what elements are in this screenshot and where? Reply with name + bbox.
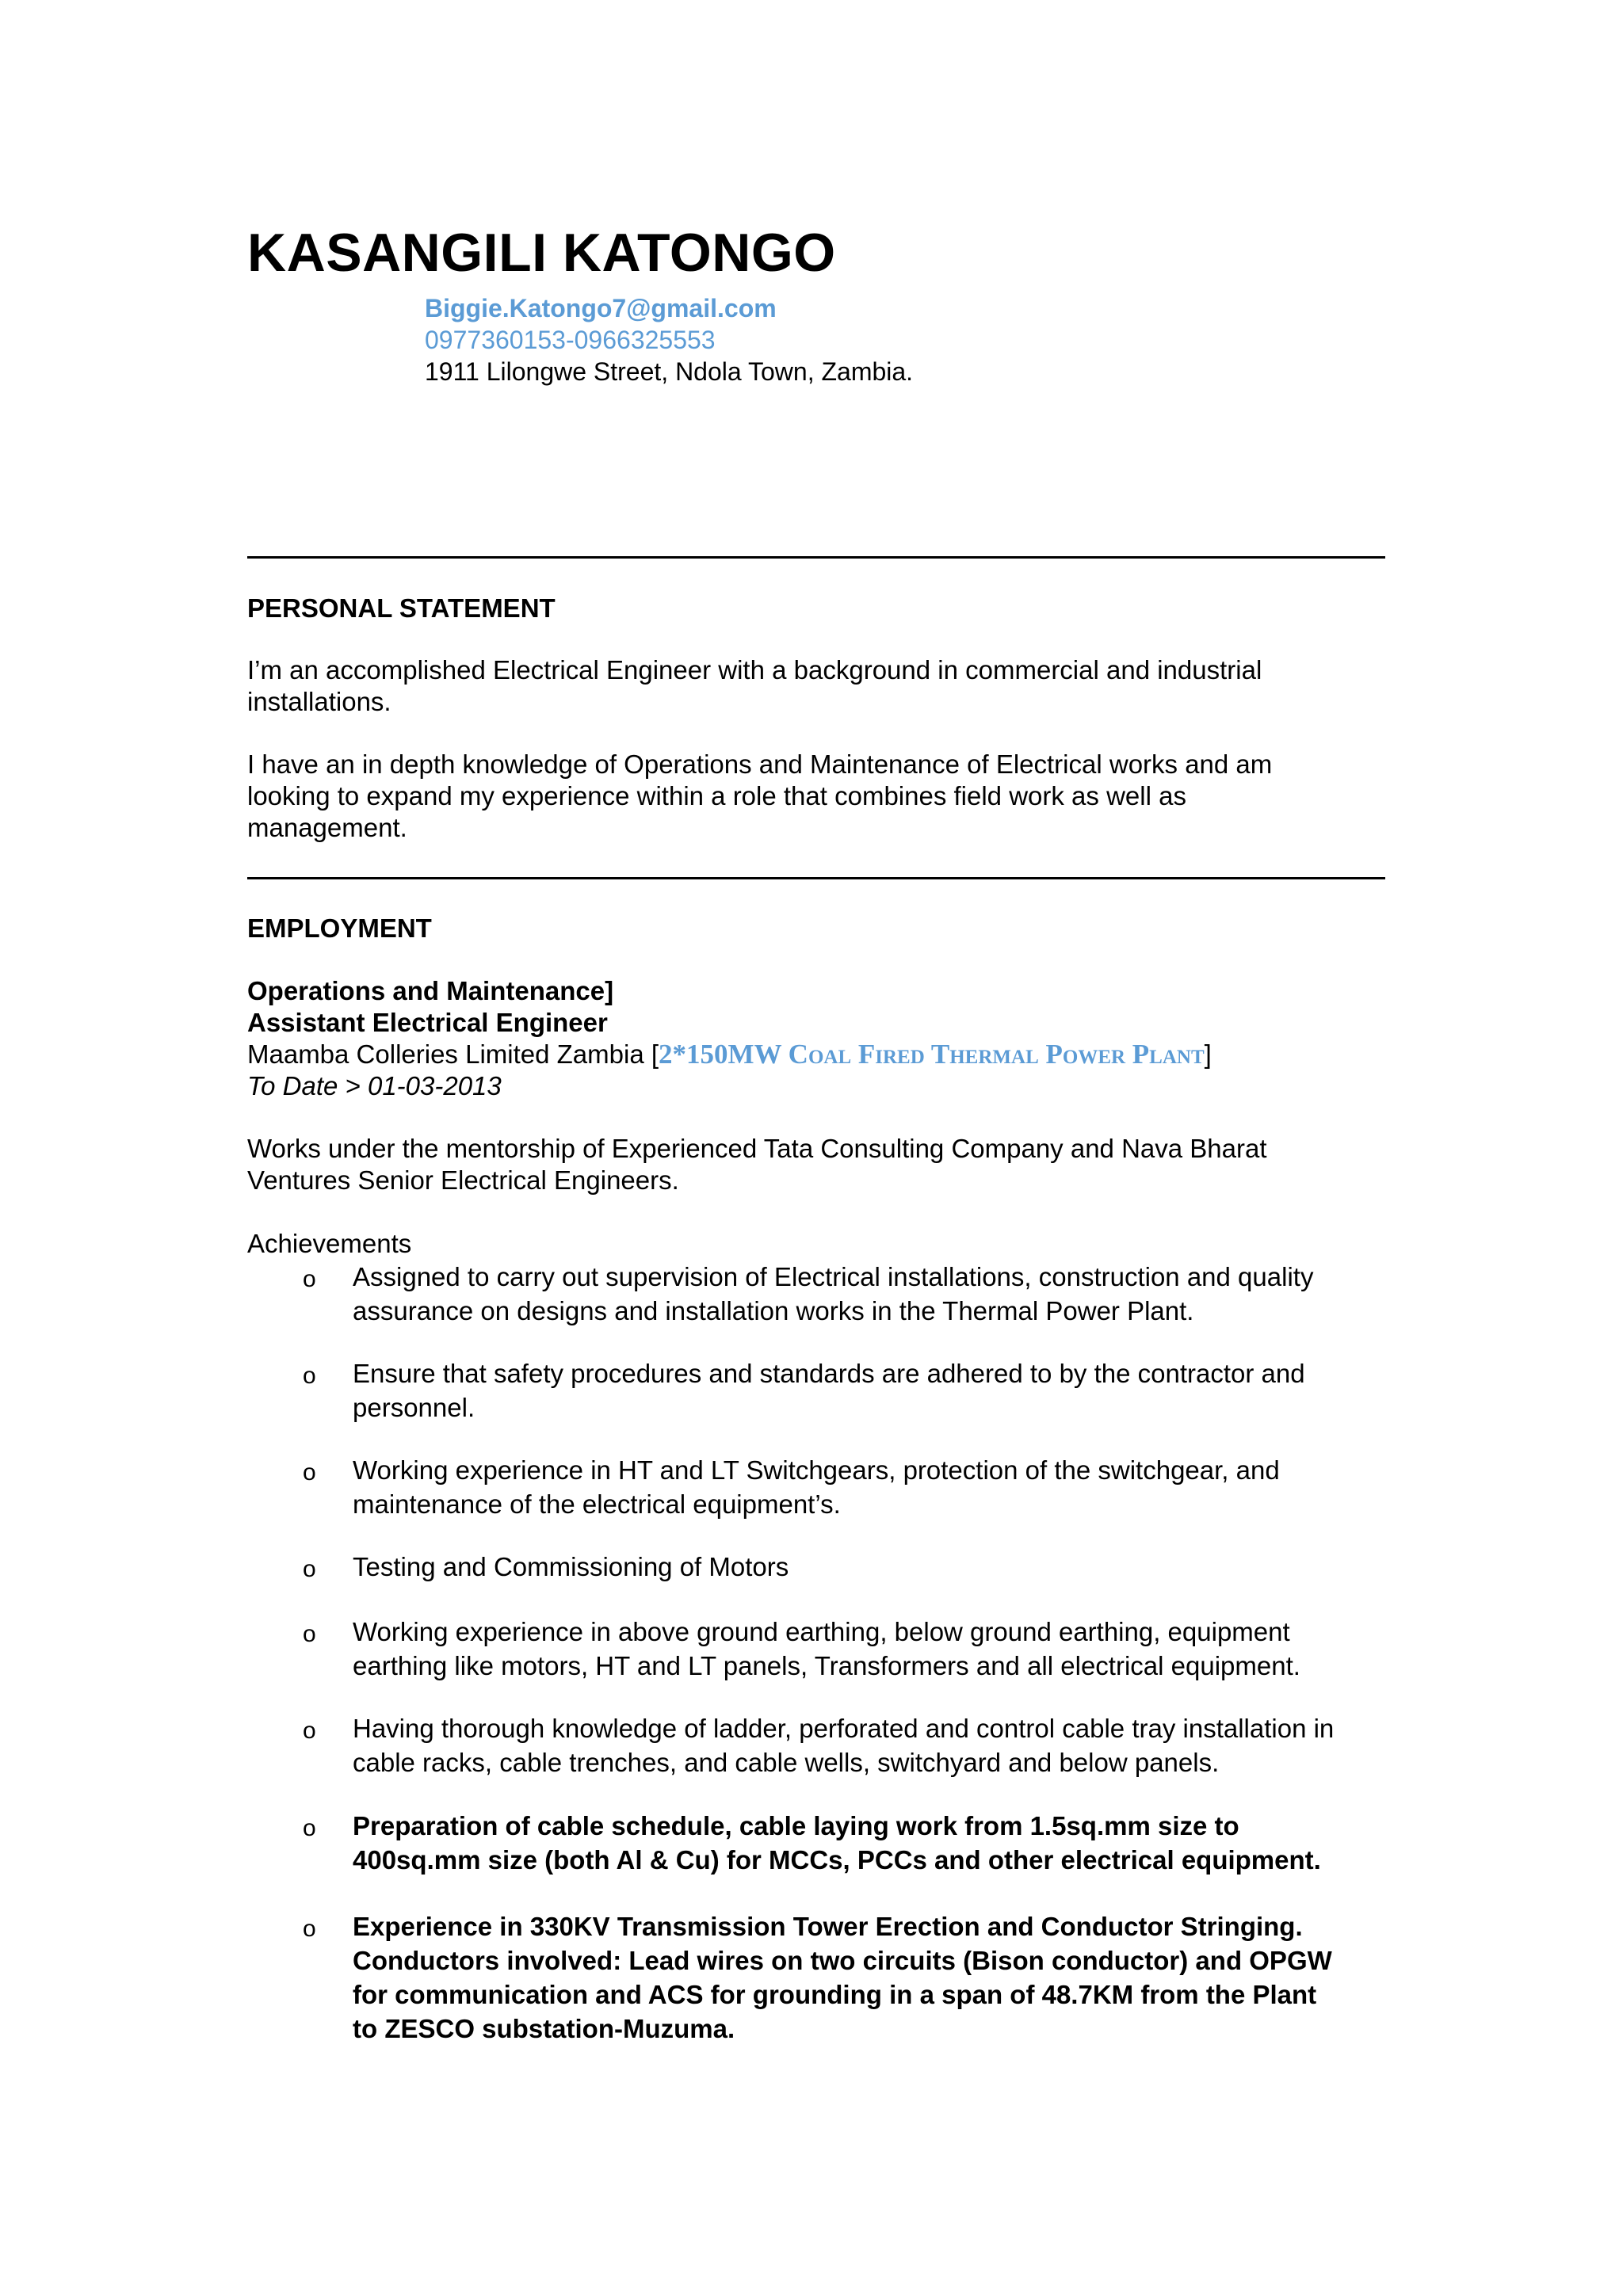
para2-line1: I have an in depth knowledge of Operations and Maintenance of Electrical works and am <box>247 749 1273 779</box>
list-item-line: maintenance of the electrical equipment’s. <box>353 1489 841 1519</box>
list-item-line: Testing and Commissioning of Motors <box>353 1552 789 1581</box>
para1-line1: I’m an accomplished Electrical Engineer with a background in commercial and industrial <box>247 655 1262 685</box>
address: 1911 Lilongwe Street, Ndola Town, Zambia. <box>425 357 914 386</box>
para2-line2: looking to expand my experience within a role that combines field work as well as <box>247 781 1186 810</box>
personal-statement-para1 <box>247 654 1385 718</box>
list-bullet: o <box>303 1621 316 1647</box>
list-item-line: earthing like motors, HT and LT panels, Transformers and all electrical equipment. <box>353 1651 1300 1680</box>
section-heading-personal-statement: PERSONAL STATEMENT <box>247 593 556 623</box>
list-item <box>353 1909 1391 2046</box>
list-bullet: o <box>303 1266 316 1292</box>
list-item-line: to ZESCO substation-Muzuma. <box>353 2014 735 2043</box>
personal-statement-para2 <box>247 749 1385 844</box>
list-item-line: Working experience in HT and LT Switchgears, protection of the switchgear, and <box>353 1455 1280 1485</box>
mentor-line2: Ventures Senior Electrical Engineers. <box>247 1165 679 1195</box>
list-item <box>353 1453 1391 1521</box>
section-heading-employment: EMPLOYMENT <box>247 913 432 943</box>
list-item-line: cable racks, cable trenches, and cable wells, switchyard and below panels. <box>353 1748 1220 1777</box>
list-bullet: o <box>303 1459 316 1486</box>
candidate-name: KASANGILI KATONGO <box>247 223 836 283</box>
divider <box>247 556 1385 559</box>
mentor-line1: Works under the mentorship of Experienced Tata Consulting Company and Nava Bharat <box>247 1134 1267 1163</box>
list-item-line: Preparation of cable schedule, cable laying work from 1.5sq.mm size to <box>353 1811 1239 1840</box>
list-bullet: o <box>303 1916 316 1942</box>
employer-name: Maamba Colleries Limited Zambia [ <box>247 1039 659 1069</box>
job-title: Assistant Electrical Engineer <box>247 1008 608 1037</box>
divider <box>247 877 1385 879</box>
list-item-line: personnel. <box>353 1393 475 1422</box>
email-link[interactable]: Biggie.Katongo7@gmail.com <box>425 294 777 322</box>
list-item-line: Having thorough knowledge of ladder, perforated and control cable tray installation in <box>353 1714 1335 1743</box>
list-bullet: o <box>303 1718 316 1744</box>
list-item-line: Ensure that safety procedures and standards are adhered to by the contractor and <box>353 1359 1305 1388</box>
job-dates: To Date > 01-03-2013 <box>247 1071 502 1100</box>
list-item-line: for communication and ACS for grounding in a span of 48.7KM from the Plant <box>353 1980 1317 2009</box>
list-bullet: o <box>303 1556 316 1582</box>
list-item-line: Conductors involved: Lead wires on two circuits (Bison conductor) and OPGW <box>353 1946 1332 1975</box>
employer-line <box>247 1039 1385 1070</box>
list-item-line: Working experience in above ground earthing, below ground earthing, equipment <box>353 1617 1290 1646</box>
plant-name: 2*150MW Coal Fired Thermal Power Plant <box>659 1039 1205 1070</box>
job-department: Operations and Maintenance] <box>247 976 614 1005</box>
phone-number[interactable]: 0977360153-0966325553 <box>425 326 716 354</box>
list-item-line: 400sq.mm size (both Al & Cu) for MCCs, PCCs and other electrical equipment. <box>353 1845 1321 1875</box>
list-bullet: o <box>303 1363 316 1389</box>
para2-line3: management. <box>247 813 407 842</box>
list-item-line: Assigned to carry out supervision of Electrical installations, construction and quality <box>353 1262 1314 1291</box>
list-item <box>353 1356 1391 1425</box>
list-item-line: Experience in 330KV Transmission Tower Erection and Conductor Stringing. <box>353 1912 1303 1941</box>
list-item <box>353 1711 1391 1779</box>
list-item <box>353 1550 1391 1584</box>
list-item-line: assurance on designs and installation works in the Thermal Power Plant. <box>353 1296 1194 1325</box>
employer-bracket: ] <box>1204 1039 1212 1069</box>
list-item <box>353 1809 1391 1877</box>
list-item <box>353 1260 1391 1328</box>
list-bullet: o <box>303 1815 316 1841</box>
list-item <box>353 1615 1391 1683</box>
para1-line2: installations. <box>247 687 391 716</box>
mentorship-paragraph <box>247 1133 1385 1196</box>
achievements-label: Achievements <box>247 1229 412 1258</box>
